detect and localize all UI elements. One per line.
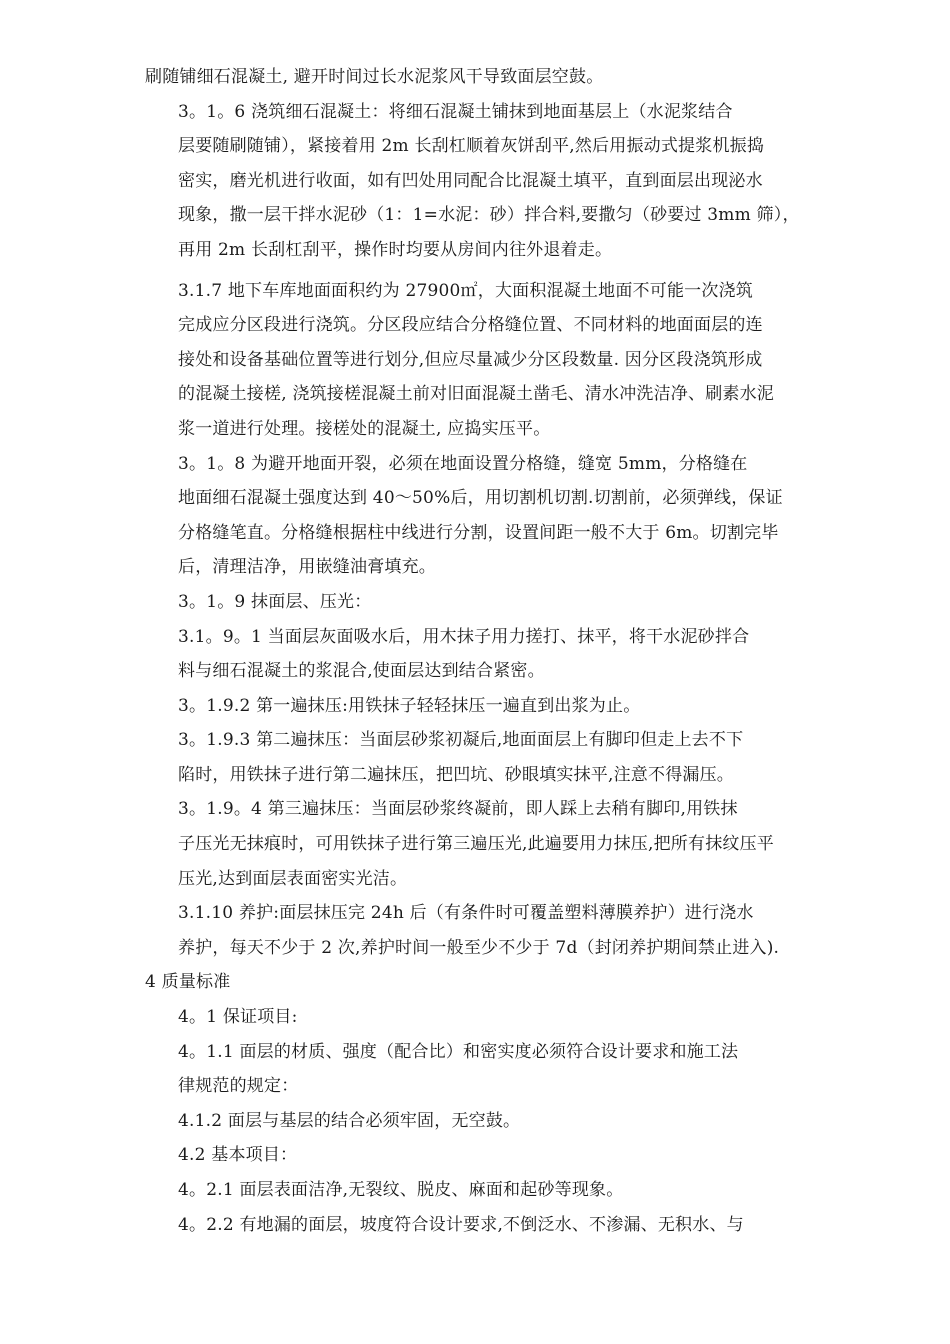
paragraph bbox=[145, 1138, 810, 1173]
text-line: 分格缝笔直。分格缝根据柱中线进行分割，设置间距一般不大于 6m。切割完毕 bbox=[178, 522, 779, 543]
text-line: 3.1.10 养护:面层抹压完 24h 后（有条件时可覆盖塑料薄膜养护）进行浇水 bbox=[178, 903, 754, 924]
text-line: 陷时，用铁抹子进行第二遍抹压，把凹坑、砂眼填实抹平,注意不得漏压。 bbox=[178, 764, 735, 785]
text-line: 3。1。9 抹面层、压光： bbox=[178, 591, 372, 612]
text-line: 接处和设备基础位置等进行划分,但应尽量减少分区段数量. 因分区段浇筑形成 bbox=[178, 349, 763, 370]
text-line: 密实，磨光机进行收面，如有凹处用同配合比混凝土填平，直到面层出现泌水 bbox=[178, 170, 763, 191]
text-line: 4。1.1 面层的材质、强度（配合比）和密实度必须符合设计要求和施工法 bbox=[178, 1041, 739, 1062]
text-line: 4 质量标准 bbox=[145, 972, 231, 993]
text-line: 现象，撒一层干拌水泥砂（1：1=水泥：砂）拌合料,要撒匀（砂要过 3mm 筛）， bbox=[178, 205, 800, 226]
text-line: 完成应分区段进行浇筑。分区段应结合分格缝位置、不同材料的地面面层的连 bbox=[178, 315, 763, 336]
text-line: 4.1.2 面层与基层的结合必须牢固，无空鼓。 bbox=[178, 1110, 521, 1131]
paragraph bbox=[145, 95, 810, 268]
text-line: 4。1 保证项目: bbox=[178, 1007, 298, 1028]
document-body bbox=[145, 60, 810, 1242]
text-line: 3.1.7 地下车库地面面积约为 27900㎡，大面积混凝土地面不可能一次浇筑 bbox=[178, 280, 753, 301]
paragraph bbox=[145, 585, 810, 620]
paragraph bbox=[145, 1000, 810, 1035]
text-line: 3。1.9。4 第三遍抹压：当面层砂浆终凝前，即人踩上去稍有脚印,用铁抹 bbox=[178, 799, 738, 820]
paragraph bbox=[145, 965, 810, 1000]
text-line: 层要随刷随铺），紧接着用 2m 长刮杠顺着灰饼刮平,然后用振动式提浆机振捣 bbox=[178, 136, 765, 157]
text-line: 3。1.9.2 第一遍抹压:用铁抹子轻轻抹压一遍直到出浆为止。 bbox=[178, 695, 641, 716]
text-line: 养护，每天不少于 2 次,养护时间一般至少不少于 7d（封闭养护期间禁止进入). bbox=[178, 937, 780, 958]
text-line: 地面细石混凝土强度达到 40～50%后，用切割机切割.切割前，必须弹线，保证 bbox=[178, 488, 783, 509]
text-line: 4。2.1 面层表面洁净,无裂纹、脱皮、麻面和起砂等现象。 bbox=[178, 1180, 624, 1200]
text-line: 后，清理洁净，用嵌缝油膏填充。 bbox=[178, 557, 436, 578]
text-line: 再用 2m 长刮杠刮平，操作时均要从房间内往外退着走。 bbox=[178, 239, 613, 260]
text-line: 3。1。6 浇筑细石混凝土：将细石混凝土铺抹到地面基层上（水泥浆结合 bbox=[178, 101, 733, 122]
text-line: 3.1。9。1 当面层灰面吸水后，用木抹子用力搓打、抹平，将干水泥砂拌合 bbox=[178, 626, 750, 647]
paragraph bbox=[145, 1173, 810, 1208]
text-line: 压光,达到面层表面密实光洁。 bbox=[178, 868, 408, 889]
text-line: 的混凝土接槎, 浇筑接槎混凝土前对旧面混凝土凿毛、清水冲洗洁净、刷素水泥 bbox=[178, 384, 775, 405]
paragraph bbox=[145, 896, 810, 965]
text-line: 浆一道进行处理。接槎处的混凝土, 应捣实压平。 bbox=[178, 418, 551, 439]
text-line: 3。1。8 为避开地面开裂，必须在地面设置分格缝，缝宽 5mm，分格缝在 bbox=[178, 453, 748, 474]
text-line: 律规范的规定： bbox=[178, 1076, 299, 1097]
paragraph bbox=[145, 60, 810, 95]
paragraph bbox=[145, 1035, 810, 1104]
paragraph bbox=[145, 689, 810, 724]
text-line: 刷随铺细石混凝土, 避开时间过长水泥浆风干导致面层空鼓。 bbox=[145, 67, 604, 87]
paragraph bbox=[145, 447, 810, 585]
text-line: 3。1.9.3 第二遍抹压：当面层砂浆初凝后,地面面层上有脚印但走上去不下 bbox=[178, 730, 744, 751]
paragraph bbox=[145, 274, 810, 447]
document-page bbox=[145, 60, 810, 1242]
text-line: 子压光无抹痕时，可用铁抹子进行第三遍压光,此遍要用力抹压,把所有抹纹压平 bbox=[178, 834, 775, 855]
paragraph bbox=[145, 1104, 810, 1139]
paragraph bbox=[145, 620, 810, 689]
text-line: 4。2.2 有地漏的面层，坡度符合设计要求,不倒泛水、不渗漏、无积水、与 bbox=[178, 1214, 744, 1235]
paragraph bbox=[145, 1208, 810, 1243]
text-line: 料与细石混凝土的浆混合,使面层达到结合紧密。 bbox=[178, 661, 545, 682]
text-line: 4.2 基本项目： bbox=[178, 1145, 298, 1166]
paragraph bbox=[145, 723, 810, 792]
paragraph bbox=[145, 792, 810, 896]
